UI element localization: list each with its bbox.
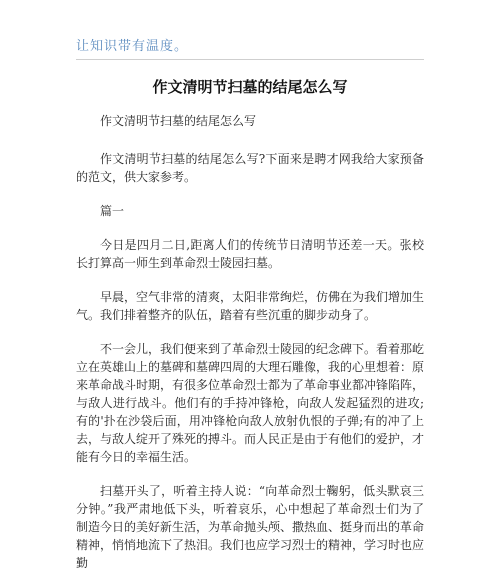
paragraph-subtitle: 作文清明节扫墓的结尾怎么写 [100,114,257,128]
document-title: 作文清明节扫墓的结尾怎么写 [152,78,348,96]
paragraph: 扫墓开头了，听着主持人说：“向革命烈士鞠躬，低头默哀三分钟。”我严肃地低下头，听着哀乐，心中想起了革命烈士们为了制造今日的美好新生活，为革命抛头颅、撒热血、挺身而出的革命精神，悄悄地流下了热泪。我们也应学习烈士的精神，学习时也应勤 [76,484,425,570]
paragraph: 今日是四月二日,距离人们的传统节日清明节还差一天。张校长打算高一师生到革命烈士陵园扫墓。 [76,238,424,270]
paragraph: 不一会儿，我们便来到了革命烈士陵园的纪念碑下。看着那屹立在英雄山上的墓碑和墓碑四周的大理石雕像，我的心里想着：原来革命战斗时期，有很多位革命烈士都为了革命事业都冲锋陷阵，与敌人进行战斗。他们有的手持冲锋枪，向敌人发起猛烈的进攻;有的'扑在沙袋后面，用冲锋枪向敌人放射仇恨的子弹;有的冲了上去，与敌人绽开了殊死的搏斗。而人民正是由于有他们的爱护，才能有今日的幸福生活。 [76,342,425,464]
site-tagline: 让知识带有温度。 [76,39,189,54]
paragraph-intro: 作文清明节扫墓的结尾怎么写?下面来是聘才网我给大家预备的范文，供大家参考。 [76,152,424,184]
section-heading: 篇一 [100,204,125,218]
header-divider [76,59,424,60]
document-body [76,72,424,588]
page-header [0,0,500,64]
paragraph: 早晨，空气非常的清爽，太阳非常绚烂，仿佛在为我们增加生气。我们排着整齐的队伍，踏着有些沉重的脚步动身了。 [76,290,425,322]
